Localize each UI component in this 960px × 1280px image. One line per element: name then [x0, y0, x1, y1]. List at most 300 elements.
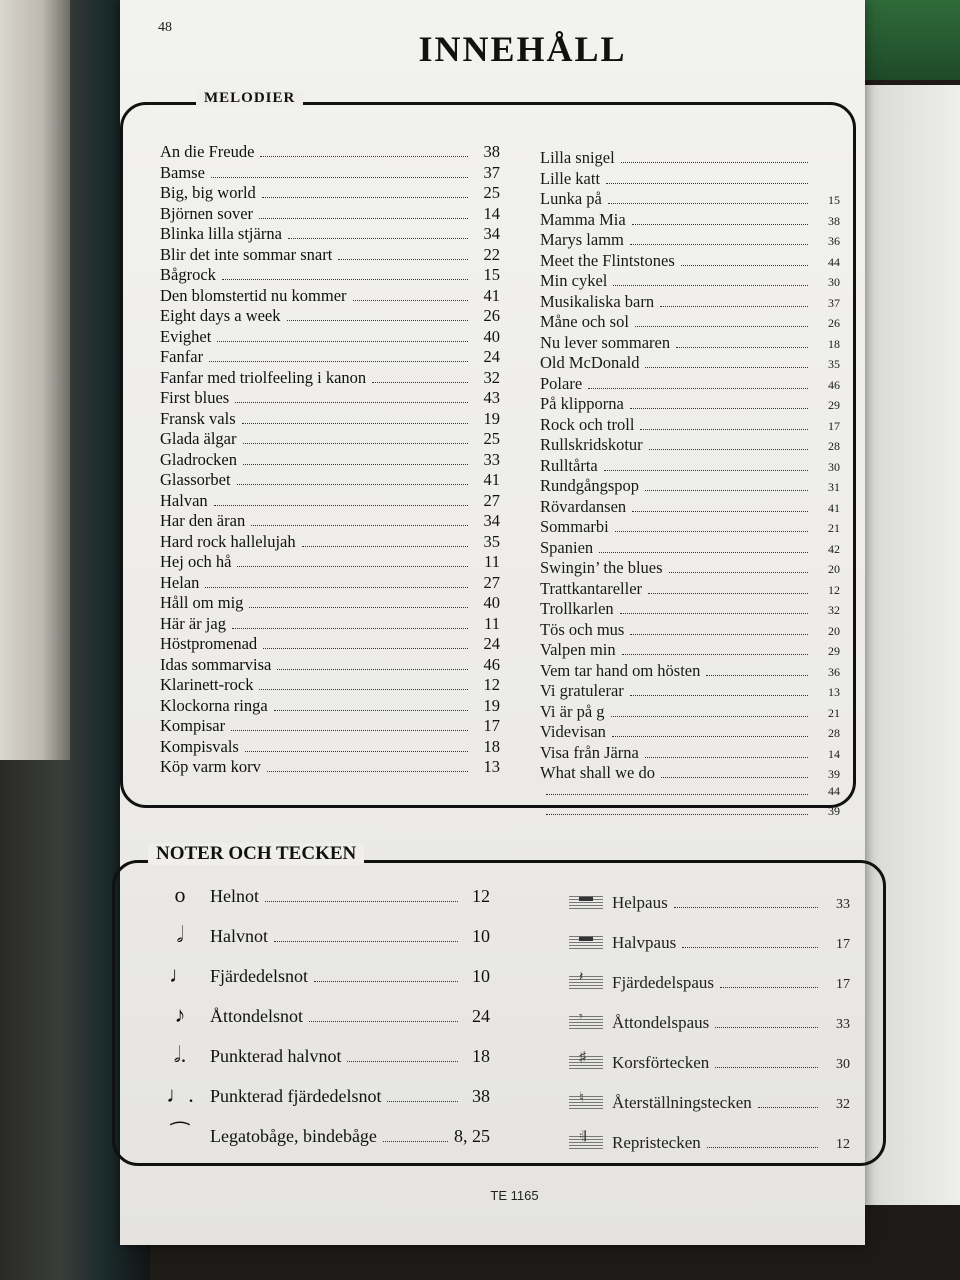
dot-leader [608, 203, 808, 204]
toc-entry-page: 43 [483, 388, 500, 407]
dot-leader [217, 341, 468, 342]
toc-entry [160, 552, 500, 573]
toc-entry [540, 640, 840, 661]
dot-leader [232, 628, 468, 629]
toc-entry-title: Fanfar [160, 347, 204, 366]
dot-leader [620, 613, 808, 614]
toc-entry-title: Vi är på g [540, 701, 605, 721]
dot-leader [682, 947, 818, 948]
dot-leader [630, 244, 808, 245]
toc-entry-title: Rövardansen [540, 496, 627, 516]
toc-entry-page: 18 [483, 736, 500, 756]
toc-entry [160, 368, 500, 389]
toc-entry-page: 38 [828, 213, 840, 228]
dot-leader [231, 730, 468, 731]
toc-entry-page: 14 [828, 746, 840, 761]
melodier-column-right [540, 148, 840, 825]
toc-entry-page: 29 [828, 644, 840, 658]
dot-leader [648, 593, 808, 594]
toc-entry-page: 24 [483, 347, 500, 366]
toc-entry [160, 696, 500, 717]
symbol-entry-title: Återställningstecken [612, 1093, 752, 1112]
symbol-entry-title: Fjärdedelsnot [210, 966, 308, 986]
toc-entry-page: 25 [483, 183, 500, 202]
toc-entry-title: Björnen sover [160, 203, 254, 223]
toc-entry-title: What shall we do [540, 763, 656, 782]
symbol-entry [560, 1088, 850, 1128]
symbol-entry-page: 33 [836, 1017, 850, 1032]
toc-entry-page: 46 [828, 377, 840, 392]
toc-entry-title: An die Freude [160, 142, 255, 161]
toc-entry-page: 32 [828, 603, 840, 617]
toc-entry [540, 148, 840, 169]
toc-entry-title: Köp varm korv [160, 757, 261, 776]
symbol-entry-page: 32 [836, 1097, 850, 1112]
symbol-entry [150, 962, 490, 1002]
toc-entry-page: 30 [828, 275, 840, 289]
symbol-entry [560, 968, 850, 1008]
toc-entry [160, 409, 500, 430]
toc-entry-page: 25 [483, 429, 500, 448]
toc-entry-title: Bamse [160, 162, 205, 182]
dot-leader [707, 1147, 818, 1148]
dot-leader [615, 531, 808, 532]
symbol-entry [560, 928, 850, 968]
toc-entry-title: Fransk vals [160, 408, 236, 428]
toc-entry-title: Videvisan [540, 722, 606, 741]
toc-entry-title: Kompisar [160, 716, 226, 735]
dot-leader [706, 675, 808, 676]
toc-entry-page: 26 [483, 306, 500, 325]
slur-icon: ⁀ [171, 1122, 189, 1147]
dot-leader [249, 607, 468, 608]
toc-entry [540, 538, 840, 559]
toc-entry-title: Blir det inte sommar snart [160, 244, 333, 264]
toc-entry [540, 661, 840, 682]
dot-leader [621, 162, 808, 163]
toc-entry [540, 415, 840, 436]
toc-entry [160, 183, 500, 204]
dot-leader [274, 710, 468, 711]
toc-entry [160, 450, 500, 471]
symbol-entry [560, 888, 850, 928]
toc-entry-page: 19 [483, 408, 500, 428]
toc-entry-title: Glada älgar [160, 429, 237, 448]
symbol-entry-title: Halvpaus [612, 933, 677, 952]
toc-entry-title: Old McDonald [540, 353, 640, 372]
toc-entry [540, 312, 840, 333]
toc-entry [540, 394, 840, 415]
eighth-note-icon: ♪ [174, 1002, 186, 1027]
dot-leader [277, 669, 468, 670]
toc-entry [540, 435, 840, 456]
toc-entry-title: Kompisvals [160, 736, 239, 756]
toc-entry-page: 21 [828, 521, 840, 535]
dot-leader [263, 648, 468, 649]
half-note-icon: 𝅗𝅥 [176, 922, 184, 947]
toc-entry-page: 17 [828, 418, 840, 433]
whole-rest-icon: ▬ [560, 888, 612, 914]
symbol-entry-page: 17 [836, 937, 850, 952]
toc-entry-page: 42 [828, 541, 840, 556]
dotted-quarter-note-icon: ♩. [166, 1082, 194, 1107]
dot-leader [267, 771, 468, 772]
dot-leader [242, 423, 468, 424]
toc-entry-title: Eight days a week [160, 306, 281, 325]
melodier-heading: MELODIER [196, 90, 303, 107]
toc-entry-title: Nu lever sommaren [540, 332, 671, 352]
document-page [120, 0, 865, 1245]
dot-leader [260, 156, 468, 157]
toc-entry-page: 22 [483, 244, 500, 264]
toc-entry [540, 763, 840, 784]
toc-entry-page: 28 [828, 439, 840, 453]
toc-entry-title: Lille katt [540, 168, 601, 188]
symbol-entry-title: Åttondelsnot [210, 1006, 303, 1026]
toc-entry-title: Rulltårta [540, 455, 598, 475]
toc-entry [540, 210, 840, 231]
dot-leader [288, 238, 468, 239]
symbol-entry-title: Åttondelspaus [612, 1013, 710, 1032]
dot-leader [632, 511, 808, 512]
half-rest-icon: ▬ [560, 928, 612, 954]
dot-leader [383, 1141, 448, 1142]
toc-entry-page: 44 [828, 783, 840, 798]
toc-entry-page: 39 [828, 767, 840, 781]
toc-entry-page: 13 [828, 685, 840, 699]
toc-entry-page: 36 [828, 234, 840, 248]
toc-entry-title: Meet the Flintstones [540, 250, 675, 270]
toc-entry-page: 20 [828, 562, 840, 576]
toc-entry-title: Här är jag [160, 613, 226, 633]
toc-entry-title: Mamma Mia [540, 209, 626, 229]
dot-leader [546, 814, 808, 815]
toc-entry [540, 722, 840, 743]
symbol-entry-title: Legatobåge, bindebåge [210, 1126, 377, 1146]
toc-entry-title: Min cykel [540, 271, 608, 290]
symbol-entry-title: Repristecken [612, 1133, 701, 1152]
toc-entry [160, 163, 500, 184]
toc-entry-title: Musikaliska barn [540, 291, 655, 311]
symbol-entry-title: Halvnot [210, 926, 268, 946]
toc-entry-title: Den blomstertid nu kommer [160, 285, 347, 305]
toc-entry [160, 634, 500, 655]
toc-entry-title: Halvan [160, 490, 208, 510]
toc-entry-title: First blues [160, 388, 230, 407]
toc-entry-page: 36 [828, 664, 840, 679]
toc-entry [160, 655, 500, 676]
toc-entry-page: 41 [483, 285, 500, 305]
dot-leader [630, 408, 808, 409]
dot-leader [243, 464, 468, 465]
dot-leader [205, 587, 468, 588]
toc-entry [540, 681, 840, 702]
toc-entry-title: Bågrock [160, 265, 216, 284]
noter-heading: NOTER OCH TECKEN [148, 843, 364, 865]
toc-entry-page: 35 [483, 531, 500, 551]
toc-entry [160, 491, 500, 512]
dot-leader [612, 736, 808, 737]
toc-entry-page: 15 [483, 265, 500, 284]
dot-leader [676, 347, 808, 348]
dot-leader [309, 1021, 458, 1022]
symbol-entry [150, 922, 490, 962]
toc-entry-title: Hard rock hallelujah [160, 531, 296, 551]
toc-entry [540, 456, 840, 477]
toc-entry-title: Blinka lilla stjärna [160, 224, 282, 243]
quarter-rest-icon: 𝄽 [560, 968, 612, 994]
toc-entry-title: Marys lamm [540, 230, 624, 249]
toc-entry-title: Håll om mig [160, 593, 244, 612]
dot-leader [302, 546, 468, 547]
toc-entry [160, 204, 500, 225]
toc-entry [160, 388, 500, 409]
dot-leader [661, 777, 808, 778]
toc-entry-title: Tös och mus [540, 619, 625, 639]
toc-entry [160, 429, 500, 450]
toc-entry-page: 39 [828, 804, 840, 818]
toc-entry-title: Glassorbet [160, 470, 231, 489]
dot-leader [622, 654, 808, 655]
toc-entry-title: Sommarbi [540, 517, 609, 536]
toc-entry-title: Hej och hå [160, 552, 232, 571]
dot-leader [613, 285, 808, 286]
toc-entry-page: 18 [828, 336, 840, 351]
dot-leader [353, 300, 468, 301]
symbol-entry-title: Punkterad halvnot [210, 1046, 342, 1066]
toc-entry-page: 37 [828, 295, 840, 310]
toc-entry-title: Idas sommarvisa [160, 654, 272, 674]
toc-entry [160, 737, 500, 758]
toc-entry [540, 271, 840, 292]
toc-entry [160, 470, 500, 491]
dot-leader [645, 490, 808, 491]
symbol-entry [150, 1082, 490, 1122]
toc-entry [160, 224, 500, 245]
dot-leader [649, 449, 808, 450]
dot-leader [372, 382, 468, 383]
symbol-entry [560, 1128, 850, 1168]
toc-entry-title: Har den äran [160, 511, 246, 530]
toc-entry [160, 675, 500, 696]
dot-leader [265, 901, 458, 902]
toc-entry-title: På klipporna [540, 394, 624, 413]
dot-leader [645, 757, 808, 758]
dot-leader [259, 689, 468, 690]
symbol-entry [560, 1048, 850, 1088]
toc-entry-page: 34 [483, 511, 500, 530]
toc-entry [160, 573, 500, 594]
dot-leader [645, 367, 808, 368]
toc-entry [160, 245, 500, 266]
toc-entry-title: Swingin’ the blues [540, 558, 663, 577]
symbol-entry [150, 1122, 490, 1162]
toc-entry [160, 286, 500, 307]
toc-entry [540, 579, 840, 600]
symbol-entry-page: 30 [836, 1057, 850, 1072]
toc-entry [540, 230, 840, 251]
toc-entry-title: Rullskridskotur [540, 435, 643, 454]
dot-leader [611, 716, 808, 717]
toc-entry [160, 716, 500, 737]
toc-entry [160, 347, 500, 368]
dot-leader [251, 525, 468, 526]
dot-leader [715, 1067, 818, 1068]
sharp-icon: ♯ [560, 1048, 612, 1074]
toc-entry [160, 532, 500, 553]
toc-entry-page: 40 [483, 593, 500, 612]
toc-entry-title: Evighet [160, 326, 212, 346]
dot-leader [630, 695, 808, 696]
toc-entry-page: 35 [828, 357, 840, 371]
toc-entry-page: 34 [483, 224, 500, 243]
toc-entry [160, 306, 500, 327]
repeat-sign-icon: 𝄇 [560, 1128, 612, 1154]
toc-entry [540, 784, 840, 805]
toc-entry-page: 21 [828, 705, 840, 720]
toc-entry-page: 27 [483, 572, 500, 592]
dot-leader [588, 388, 808, 389]
toc-entry [540, 333, 840, 354]
dot-leader [606, 183, 808, 184]
dot-leader [715, 1027, 818, 1028]
symbol-entry-page: 38 [472, 1086, 490, 1106]
toc-entry-title: Helan [160, 572, 200, 592]
toc-entry-page: 40 [483, 326, 500, 346]
toc-entry-title: Vi gratulerar [540, 681, 624, 700]
toc-entry [540, 743, 840, 764]
symbol-entry-title: Punkterad fjärdedelsnot [210, 1086, 382, 1106]
toc-entry-page: 28 [828, 726, 840, 740]
dot-leader [259, 218, 468, 219]
toc-entry [540, 599, 840, 620]
dot-leader [669, 572, 808, 573]
symbol-entry-page: 8, 25 [454, 1126, 490, 1146]
toc-entry-page: 41 [828, 500, 840, 515]
symbol-entry-page: 12 [472, 886, 490, 906]
toc-entry-title: Klockorna ringa [160, 695, 268, 715]
toc-entry [160, 265, 500, 286]
toc-entry [540, 702, 840, 723]
toc-entry-title: Trattkantareller [540, 578, 643, 598]
toc-entry-page: 31 [828, 480, 840, 494]
toc-entry-page: 11 [484, 613, 500, 633]
toc-entry [160, 614, 500, 635]
symbol-entry-page: 17 [836, 977, 850, 992]
toc-entry-page: 13 [483, 757, 500, 776]
dot-leader [660, 306, 808, 307]
eighth-rest-icon: 𝄾 [560, 1008, 612, 1034]
toc-entry [540, 251, 840, 272]
natural-icon: ♮ [560, 1088, 612, 1114]
dot-leader [674, 907, 818, 908]
dot-leader [237, 566, 468, 567]
symbol-entry-page: 24 [472, 1006, 490, 1026]
toc-entry-title: Fanfar med triolfeeling i kanon [160, 367, 367, 387]
toc-entry-title: Polare [540, 373, 583, 393]
dot-leader [262, 197, 468, 198]
toc-entry-title: Big, big world [160, 183, 256, 202]
toc-entry-page: 11 [484, 552, 500, 571]
background-left-pages [0, 0, 70, 760]
toc-entry-page: 12 [828, 582, 840, 597]
dot-leader [604, 470, 808, 471]
dot-leader [387, 1101, 458, 1102]
symbol-entry-title: Fjärdedelspaus [612, 973, 714, 992]
toc-entry [160, 757, 500, 778]
dot-leader [758, 1107, 818, 1108]
toc-entry-title: Måne och sol [540, 312, 629, 331]
symbol-entry-page: 12 [836, 1137, 850, 1152]
toc-entry-page: 12 [483, 675, 500, 694]
symbol-entry [150, 882, 490, 922]
noter-column-left [150, 882, 490, 1162]
toc-entry-title: Rock och troll [540, 414, 635, 434]
toc-entry-title: Klarinett-rock [160, 675, 254, 694]
symbol-entry [150, 1042, 490, 1082]
toc-entry [540, 476, 840, 497]
dot-leader [287, 320, 468, 321]
dot-leader [235, 402, 468, 403]
dot-leader [347, 1061, 458, 1062]
catalog-code: TE 1165 [490, 1188, 539, 1203]
toc-entry [540, 374, 840, 395]
toc-entry-title: Spanien [540, 537, 594, 557]
toc-entry [160, 511, 500, 532]
dot-leader [245, 751, 468, 752]
dot-leader [243, 443, 469, 444]
toc-entry-page: 26 [828, 316, 840, 330]
dot-leader [546, 794, 808, 795]
toc-entry-page: 37 [483, 162, 500, 182]
toc-entry [540, 189, 840, 210]
dot-leader [632, 224, 808, 225]
symbol-entry-title: Helnot [210, 886, 259, 906]
dot-leader [599, 552, 808, 553]
toc-entry [540, 353, 840, 374]
toc-entry-page: 41 [483, 470, 500, 489]
symbol-entry [560, 1008, 850, 1048]
toc-entry-page: 14 [483, 203, 500, 223]
toc-entry-title: Gladrocken [160, 449, 237, 469]
toc-entry-page: 38 [483, 142, 500, 161]
dot-leader [222, 279, 468, 280]
dot-leader [681, 265, 808, 266]
melodier-column-left [160, 142, 500, 778]
dot-leader [338, 259, 468, 260]
dot-leader [640, 429, 808, 430]
toc-entry-page: 20 [828, 623, 840, 638]
toc-entry [540, 558, 840, 579]
toc-entry [540, 497, 840, 518]
symbol-entry-page: 33 [836, 897, 850, 912]
toc-entry [160, 593, 500, 614]
dot-leader [209, 361, 468, 362]
toc-entry [540, 517, 840, 538]
toc-entry [540, 620, 840, 641]
toc-entry [160, 327, 500, 348]
toc-entry-page: 33 [483, 449, 500, 469]
symbol-entry-page: 18 [472, 1046, 490, 1066]
toc-entry-page: 24 [483, 634, 500, 653]
symbol-entry-title: Korsförtecken [612, 1053, 710, 1072]
toc-entry-title: Rundgångspop [540, 476, 639, 495]
toc-entry-title: Valpen min [540, 640, 616, 659]
toc-entry-page: 32 [483, 367, 500, 387]
page-title: INNEHÅLL [418, 29, 627, 69]
dot-leader [274, 941, 458, 942]
dot-leader [237, 484, 468, 485]
